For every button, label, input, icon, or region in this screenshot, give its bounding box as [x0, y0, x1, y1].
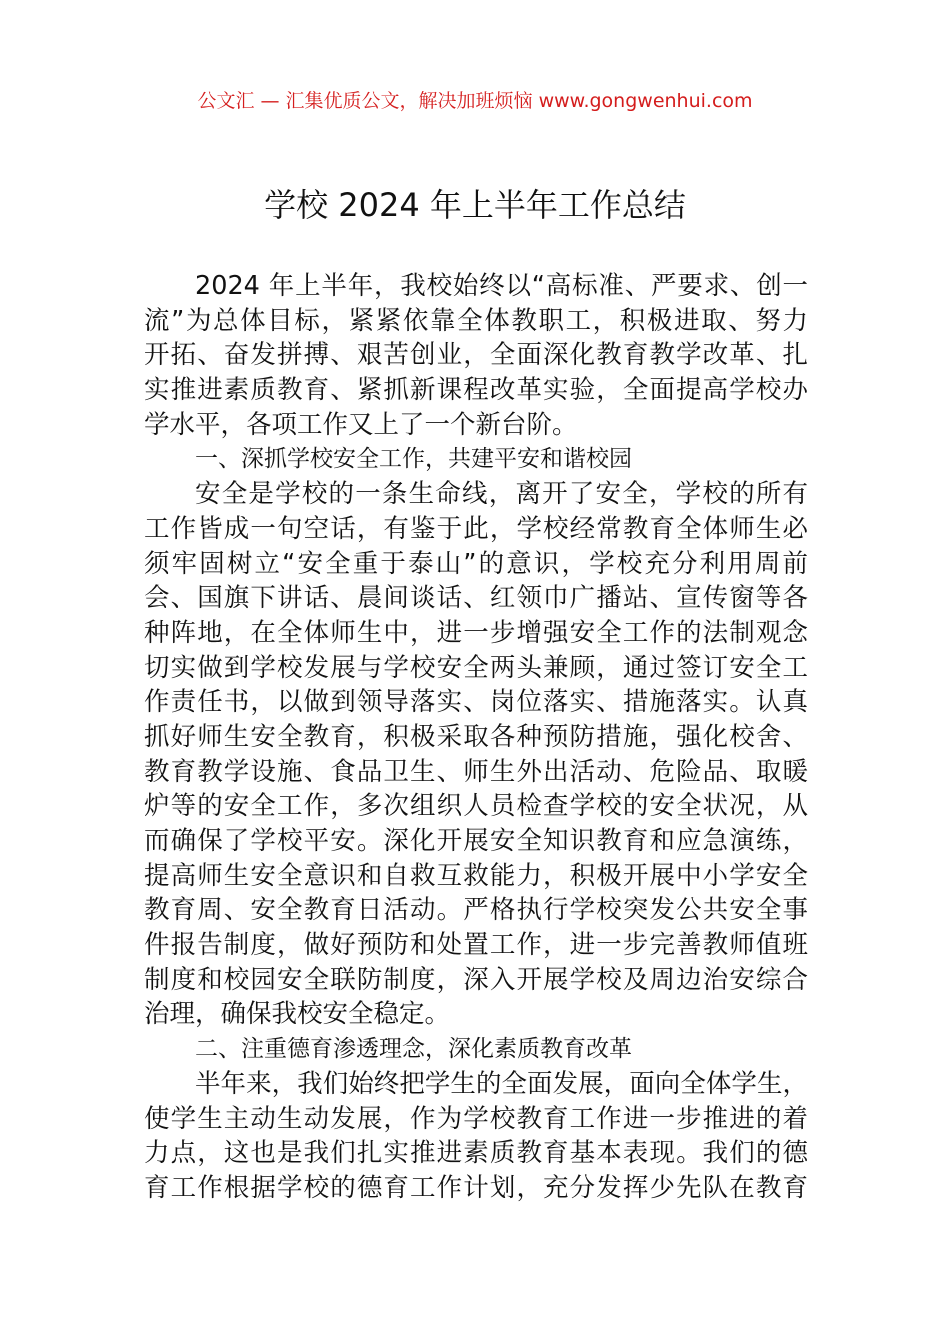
paragraph-line: 半年来，我们始终把学生的全面发展，面向全体学生， — [195, 1068, 808, 1099]
paragraph-line: 提高师生安全意识和自救互救能力，积极开展中小学安全 — [144, 860, 808, 891]
paragraph-line: 教育周、安全教育日活动。严格执行学校突发公共安全事 — [144, 895, 808, 926]
paragraph-line: 抓好师生安全教育，积极采取各种预防措施，强化校舍、 — [144, 721, 808, 752]
paragraph-line: 育工作根据学校的德育工作计划，充分发挥少先队在教育 — [144, 1172, 808, 1203]
paragraph-line: 须牢固树立“安全重于泰山”的意识，学校充分利用周前 — [144, 548, 808, 579]
paragraph-line: 开拓、奋发拼搏、艰苦创业，全面深化教育教学改革、扎 — [144, 340, 808, 371]
paragraph-line: 会、国旗下讲话、晨间谈话、红领巾广播站、宣传窗等各 — [144, 583, 808, 614]
paragraph-line: 炉等的安全工作，多次组织人员检查学校的安全状况，从 — [144, 791, 808, 822]
paragraph-line: 学水平，各项工作又上了一个新台阶。 — [144, 409, 578, 440]
paragraph-line: 而确保了学校平安。深化开展安全知识教育和应急演练， — [144, 826, 808, 856]
document-body — [144, 269, 808, 1206]
paragraph-line: 流”为总体目标，紧紧依靠全体教职工，积极进取、努力 — [144, 305, 808, 336]
document-title: 学校 2024 年上半年工作总结 — [264, 186, 686, 224]
paragraph-line: 教育教学设施、食品卫生、师生外出活动、危险品、取暖 — [144, 756, 808, 787]
paragraph-line: 实推进素质教育、紧抓新课程改革实验，全面提高学校办 — [144, 375, 808, 406]
paragraph-line: 使学生主动生动发展，作为学校教育工作进一步推进的着 — [144, 1103, 808, 1134]
paragraph-line: 制度和校园安全联防制度，深入开展学校及周边治安综合 — [144, 964, 808, 995]
section-heading: 一、深抓学校安全工作，共建平安和谐校园 — [195, 446, 632, 473]
paragraph-line: 作责任书，以做到领导落实、岗位落实、措施落实。认真 — [144, 687, 808, 718]
paragraph-line: 种阵地，在全体师生中，进一步增强安全工作的法制观念 — [144, 617, 808, 648]
section-heading: 二、注重德育渗透理念，深化素质教育改革 — [195, 1036, 632, 1063]
paragraph-line: 工作皆成一句空话，有鉴于此，学校经常教育全体师生必 — [144, 513, 808, 544]
paragraph-line: 切实做到学校发展与学校安全两头兼顾，通过签订安全工 — [144, 652, 808, 683]
paragraph-line: 力点，这也是我们扎实推进素质教育基本表现。我们的德 — [144, 1138, 808, 1169]
paragraph-line: 安全是学校的一条生命线，离开了安全，学校的所有 — [195, 479, 808, 510]
header-banner: 公文汇 — 汇集优质公文，解决加班烦恼 www.gongwenhui.com — [197, 90, 753, 112]
paragraph-line: 件报告制度，做好预防和处置工作，进一步完善教师值班 — [144, 930, 808, 961]
paragraph-line: 治理，确保我校安全稳定。 — [144, 999, 451, 1030]
paragraph-line: 2024 年上半年，我校始终以“高标准、严要求、创一 — [195, 271, 808, 301]
